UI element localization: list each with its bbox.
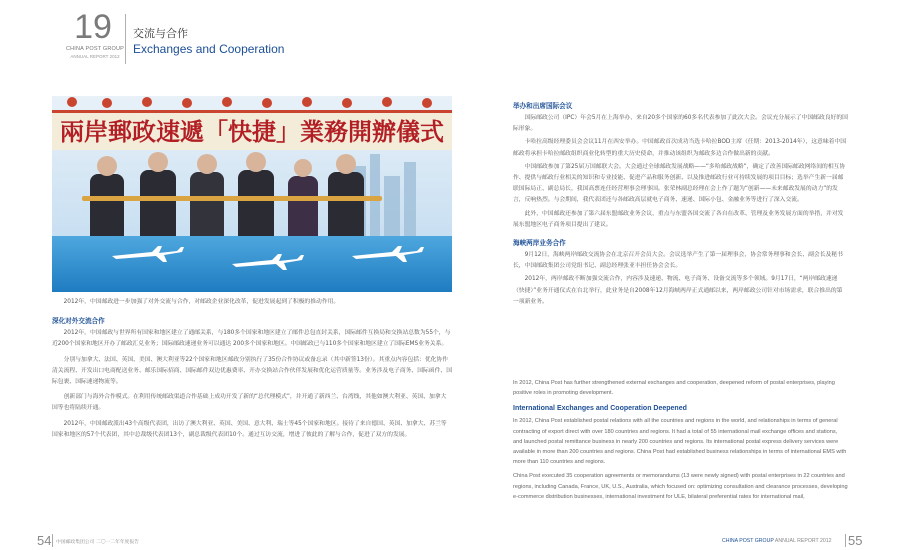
- paragraph: 中国邮政参加了第25届万国邮联大会。大会通过全球邮政发展战略——“多哈邮政战略”，确定了改善国际邮政网络间的相互协作、提供与邮政行业相关的知识和专业技能、促进产品和服务创新、以及推进邮政行业可持续发展的项目目标；选举产生新一届邮联国际局正、副总局长，我国高票连任经营理事会理事国。张荣林副总经理在会上作了题为“创新——未来邮政发展的动力”的发言，反响热烈。与会期间，我代表团还与各邮政高层就电子商务、速递、国际小包、金融业务等进行了深入交流。: [513, 163, 846, 204]
- section-title-cn: 交流与合作: [133, 27, 188, 40]
- footer-text-left: 中国邮政集团公司 二〇一二年年度报告: [56, 540, 140, 545]
- org-name-en: CHINA POST GROUP: [65, 46, 125, 52]
- footer-divider-right: [845, 534, 846, 547]
- ceremony-photo: [52, 96, 452, 292]
- paragraph-en: China Post executed 35 cooperation agreements or memorandums (13 were newly signed) with postal enterprises in 22 countries and regions, including Canada, France, UK, U.S., Australia, which focused on: optimizing consultation and clearance processes, developing e-commerce distribution businesses, international investment for ULE, bilateral preferential rates for international mail,: [513, 473, 848, 500]
- heading-en: International Exchanges and Cooperation Deepened: [513, 405, 687, 413]
- page-number-right: 55: [848, 533, 863, 548]
- paragraph: 2012年，中国邮政与世界所有国家和地区建立了通邮关系，与180多个国家和地区建立了邮件总包直封关系，国际邮件互换局和交换站总数为55个，与近200个国家和地区开办了邮政汇兑业务；国际邮政速递业务可以通达 200多个国家和地区。中国邮政已与110多个国家和地区建立了国际EMS业务关系。: [52, 330, 451, 348]
- paragraph: 9月12日，海峡两岸邮政交流协会在北京召开会员大会。会议选举产生了第一届理事会，协会常务理事和会长、副会长及秘书长，中国邮政集团公司党组书记、副总经理张亚丰担任协会会长。: [513, 252, 843, 270]
- paragraph: 国际邮政公司（IPC）年会5月在上海举办，来自20多个国家的60多名代表参加了此次大会。会议充分展示了中国邮政良好的国际形象。: [513, 115, 848, 133]
- heading-deepen-cooperation: 深化对外交流合作: [52, 317, 105, 326]
- paragraph: 此外，中国邮政还参加了第六届东盟邮政业务会议，重点与东盟各国交流了各自在改革、管理及业务发展方面的举措，并对发展东盟地区电子商务项目提出了建议。: [513, 210, 844, 228]
- left-column: [52, 297, 452, 441]
- right-column-cn: [513, 100, 848, 308]
- chapter-number: 19: [74, 8, 112, 46]
- footer-text-right: [722, 538, 832, 544]
- section-title-en: Exchanges and Cooperation: [133, 42, 285, 56]
- footer-report: ANNUAL REPORT 2012: [774, 538, 832, 544]
- paragraph: 分别与加拿大、法国、英国、美国、澳大利亚等22个国家和地区邮政分别执行了35份合作协议或备忘录（其中新签13份）。其重点内容包括：优化协作清关流程、开发出口电商配送业务、邮乐国际招商、国际邮件双边优惠费率、开办交换站合作伙伴发展和优化运营质量等。业务涉及电子商务、国际函件、国际包裹、国际速递物流等。: [52, 356, 452, 386]
- right-column-en: [513, 378, 848, 502]
- footer-divider-left: [52, 534, 53, 547]
- page-number-left: 54: [37, 533, 52, 548]
- heading-cross-strait: 海峡两岸业务合作: [513, 239, 566, 248]
- header-divider: [125, 14, 126, 64]
- paragraph: 2012年，两岸邮政不断加强交流合作，内容涉及速递、物流、电子商务、设备交流等多个领域。9月17日，“两岸邮政速递（快捷）”业务开通仪式在台北举行，此业务是自2008年12月海峡两岸正式通邮以来，两岸邮政公司针对市场需求，联合推出的第一项新业务。: [513, 276, 843, 305]
- report-name-en: ANNUAL REPORT 2012: [70, 54, 120, 59]
- paragraph: 卡哈拉高级经理委员会会议11月在西安举办。中国邮政首次成功当选卡哈拉BOD主席（任期：2013-2014年），这意味着中国邮政将承担卡哈拉邮政组织商业化转型的重大历史使命，并推动该组织为邮政多边合作做出新的贡献。: [513, 139, 847, 157]
- intro-paragraph: 2012年，中国邮政进一步加强了对外交流与合作，对邮政企业深化改革，促进发展起到了积极的推动作用。: [63, 299, 340, 305]
- ceremony-photo-illustration: [52, 96, 452, 292]
- paragraph-en: In 2012, China Post established postal relations with all the countries and regions in the world, and relationships in terms of general contracting of export direct with over 180 countries and regions. It had a total of 55 international mail exchange offices and stations, and launched postal remittance business in nearly 200 countries and regions. Its international postal express delivery services were available in more than 200 countries and regions. China Post had established business relationships in terms of international EMS with more than 110 countries and regions.: [513, 418, 847, 466]
- paragraph: 2012年，中国邮政派出43个高级代表团，出访了澳大利亚、英国、美国、意大利、瑞士等45个国家和地区。接待了来自德国、英国、加拿大、苏兰等国家和地区的57个代表团，其中总裁级代表团13个，副总裁级代表团10个。通过互访交流，增进了彼此的了解与合作，促进了双方的发展。: [52, 420, 447, 438]
- banner-text: 兩岸郵政速遞「快捷」業務開辦儀式: [60, 118, 444, 146]
- footer-brand: CHINA POST GROUP: [722, 538, 774, 544]
- paragraph: 创新部门与海外合作模式。在利用传统邮政渠道合作基础上成功开发了新的“总代理模式”，并开通了新西兰、台湾线，其他如澳大利亚、英国、加拿大国等也将陆续开通。: [52, 394, 447, 412]
- heading-international-conferences: 举办和出席国际会议: [513, 102, 573, 110]
- intro-paragraph-en: In 2012, China Post has further strengthened external exchanges and cooperation, deepened reform of postal enterprises, playing positive roles in promoting development.: [513, 380, 835, 397]
